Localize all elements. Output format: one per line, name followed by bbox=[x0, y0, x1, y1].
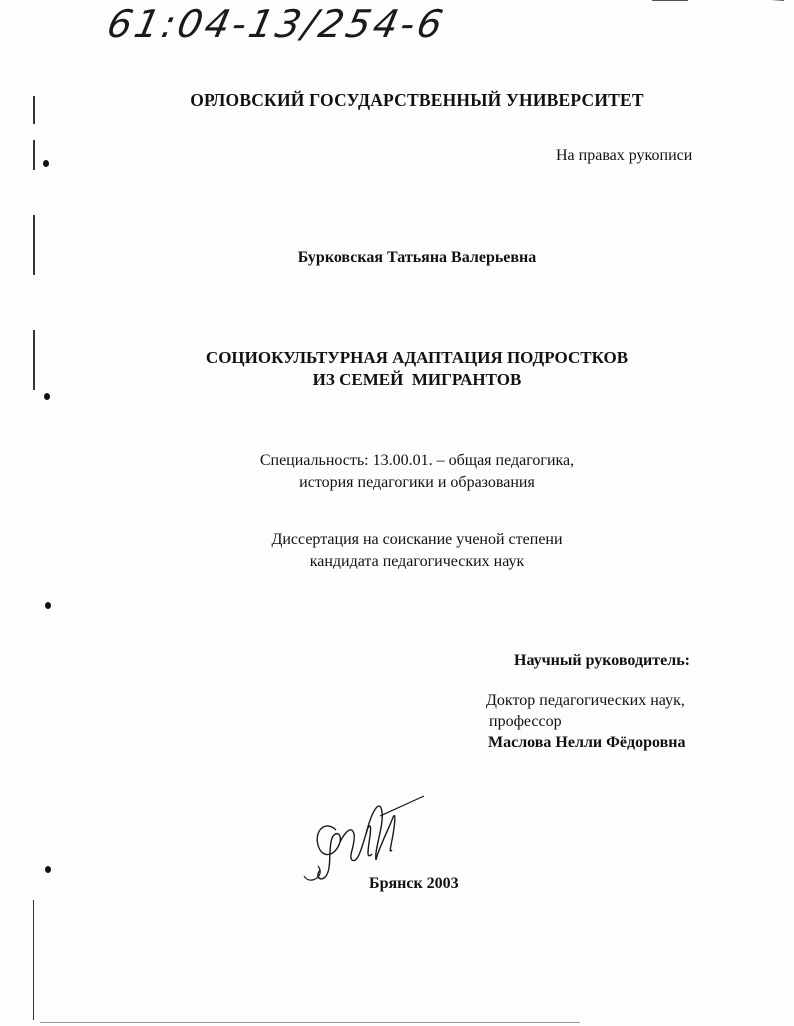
advisor-degree: Доктор педагогических наук, bbox=[486, 692, 685, 709]
advisor-heading: Научный руководитель: bbox=[514, 652, 690, 669]
specialty-line-1: Специальность: 13.00.01. – общая педагогика, bbox=[259, 452, 575, 469]
specialty-block bbox=[0, 450, 794, 494]
archive-code-handwritten: 61:04-13/254-6 bbox=[103, 2, 450, 46]
dissertation-title bbox=[0, 347, 794, 391]
corner-scan-mark bbox=[648, 0, 788, 4]
author-name: Бурковская Татьяна Валерьевна bbox=[297, 249, 537, 266]
manuscript-rights-note: На правах рукописи bbox=[556, 147, 693, 164]
margin-artifact-line bbox=[33, 900, 34, 1020]
title-line-2: ИЗ СЕМЕЙ МИГРАНТОВ bbox=[312, 370, 522, 389]
specialty-line-2: история педагогики и образования bbox=[299, 474, 535, 491]
degree-line-2: кандидата педагогических наук bbox=[309, 553, 525, 570]
margin-dot bbox=[43, 160, 49, 167]
advisor-title: профессор bbox=[489, 713, 562, 730]
university-name: ОРЛОВСКИЙ ГОСУДАРСТВЕННЫЙ УНИВЕРСИТЕТ bbox=[190, 90, 644, 110]
degree-block bbox=[0, 529, 794, 573]
margin-dot bbox=[45, 866, 51, 873]
margin-dot bbox=[44, 393, 50, 400]
advisor-name: Маслова Нелли Фёдоровна bbox=[488, 734, 686, 751]
title-line-1: СОЦИОКУЛЬТУРНАЯ АДАПТАЦИЯ ПОДРОСТКОВ bbox=[205, 348, 629, 367]
margin-artifact-line bbox=[33, 140, 35, 170]
scan-bottom-edge bbox=[40, 1022, 580, 1023]
city-and-year: Брянск 2003 bbox=[369, 875, 459, 892]
margin-dot bbox=[45, 602, 51, 609]
degree-line-1: Диссертация на соискание ученой степени bbox=[271, 531, 563, 548]
